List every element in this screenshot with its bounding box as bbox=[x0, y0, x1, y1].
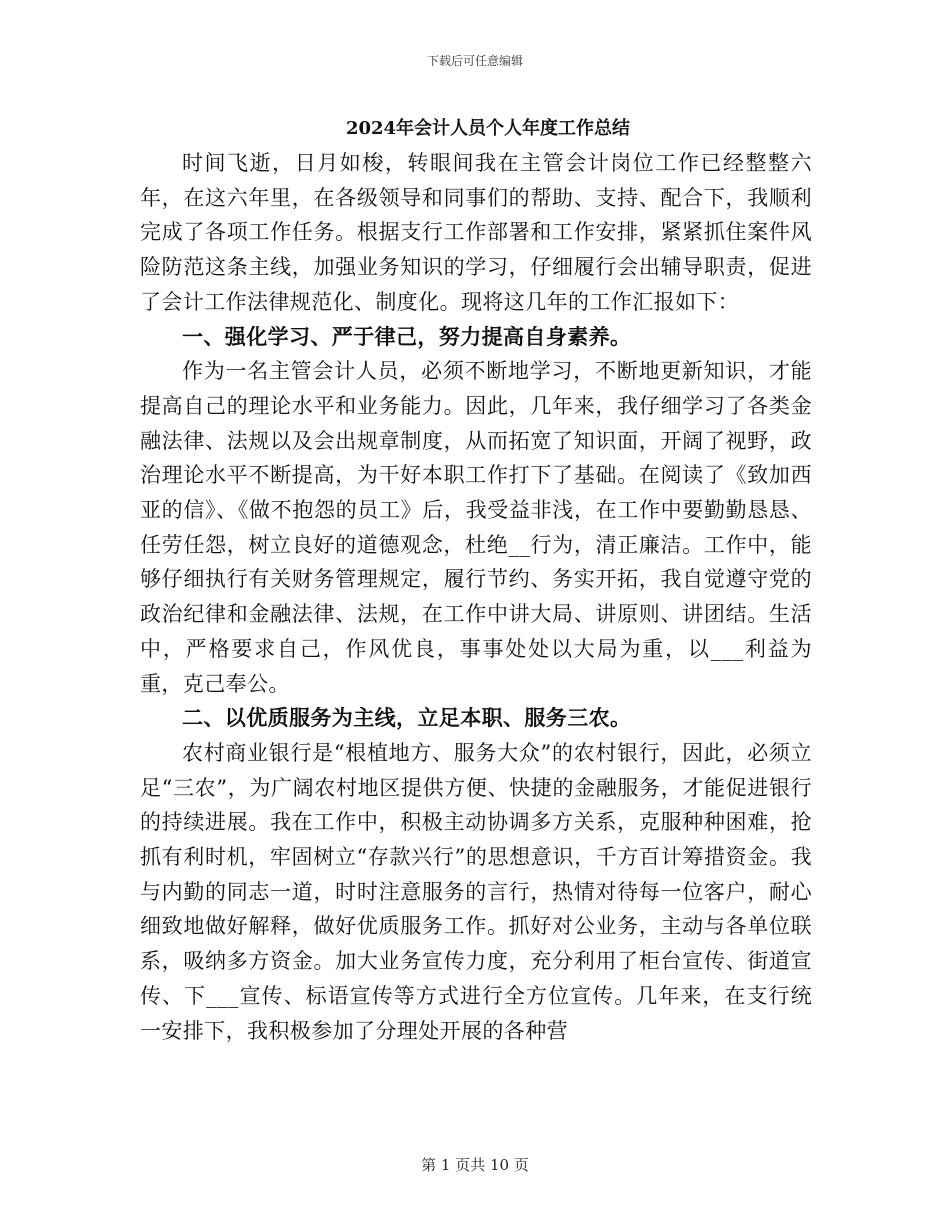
document-content bbox=[140, 112, 812, 1048]
section-1-heading: 一、强化学习、严于律己，努力提高自身素养。 bbox=[182, 323, 632, 349]
section-2-paragraph: 农村商业银行是“根植地方、服务大众”的农村银行，因此，必须立足“三农”，为广阔农村地区提供方便、快捷的金融服务，才能促进银行的持续进展。我在工作中，积极主动协调多方关系，克服种种困难，抢抓有利时机，牢固树立“存款兴行”的思想意识，千方百计筹措资金。我与内勤的同志一道，时时注意服务的言行，热情对待每一位客户，耐心细致地做好解释，做好优质服务工作。抓好对公业务，主动与各单位联系，吸纳多方资金。加大业务宣传力度，充分利用了柜台宣传、街道宣传、下___宣传、标语宣传等方式进行全方位宣传。几年来，在支行统一安排下，我积极参加了分理处开展的各种营 bbox=[140, 740, 812, 1043]
section-2-heading: 二、以优质服务为主线，立足本职、服务三农。 bbox=[182, 705, 632, 731]
intro-paragraph: 时间飞逝，日月如梭，转眼间我在主管会计岗位工作已经整整六年，在这六年里，在各级领导和同事们的帮助、支持、配合下，我顺利完成了各项工作任务。根据支行工作部署和工作安排，紧紧抓住案件风险防范这条主线，加强业务知识的学习，仔细履行会出辅导职责，促进了会计工作法律规范化、制度化。现将这几年的工作汇报如下： bbox=[140, 151, 812, 314]
section-1-paragraph: 作为一名主管会计人员，必须不断地学习，不断地更新知识，才能提高自己的理论水平和业务能力。因此，几年来，我仔细学习了各类金融法律、法规以及会出规章制度，从而拓宽了知识面，开阔了视野，政治理论水平不断提高，为干好本职工作打下了基础。在阅读了《致加西亚的信》、《做不抱怨的员工》后，我受益非浅，在工作中要勤勤恳恳、任劳任怨，树立良好的道德观念，杜绝__行为，清正廉洁。工作中，能够仔细执行有关财务管理规定，履行节约、务实开拓，我自觉遵守党的政治纪律和金融法律、法规，在工作中讲大局、讲原则、讲团结。生活中，严格要求自己，作风优良，事事处处以大局为重，以___利益为重，克己奉公。 bbox=[140, 359, 812, 696]
page-footer: 第 1 页共 10 页 bbox=[421, 1156, 529, 1174]
header-note: 下载后可任意编辑 bbox=[426, 54, 523, 68]
document-title: 2024年会计人员个人年度工作总结 bbox=[345, 118, 631, 139]
